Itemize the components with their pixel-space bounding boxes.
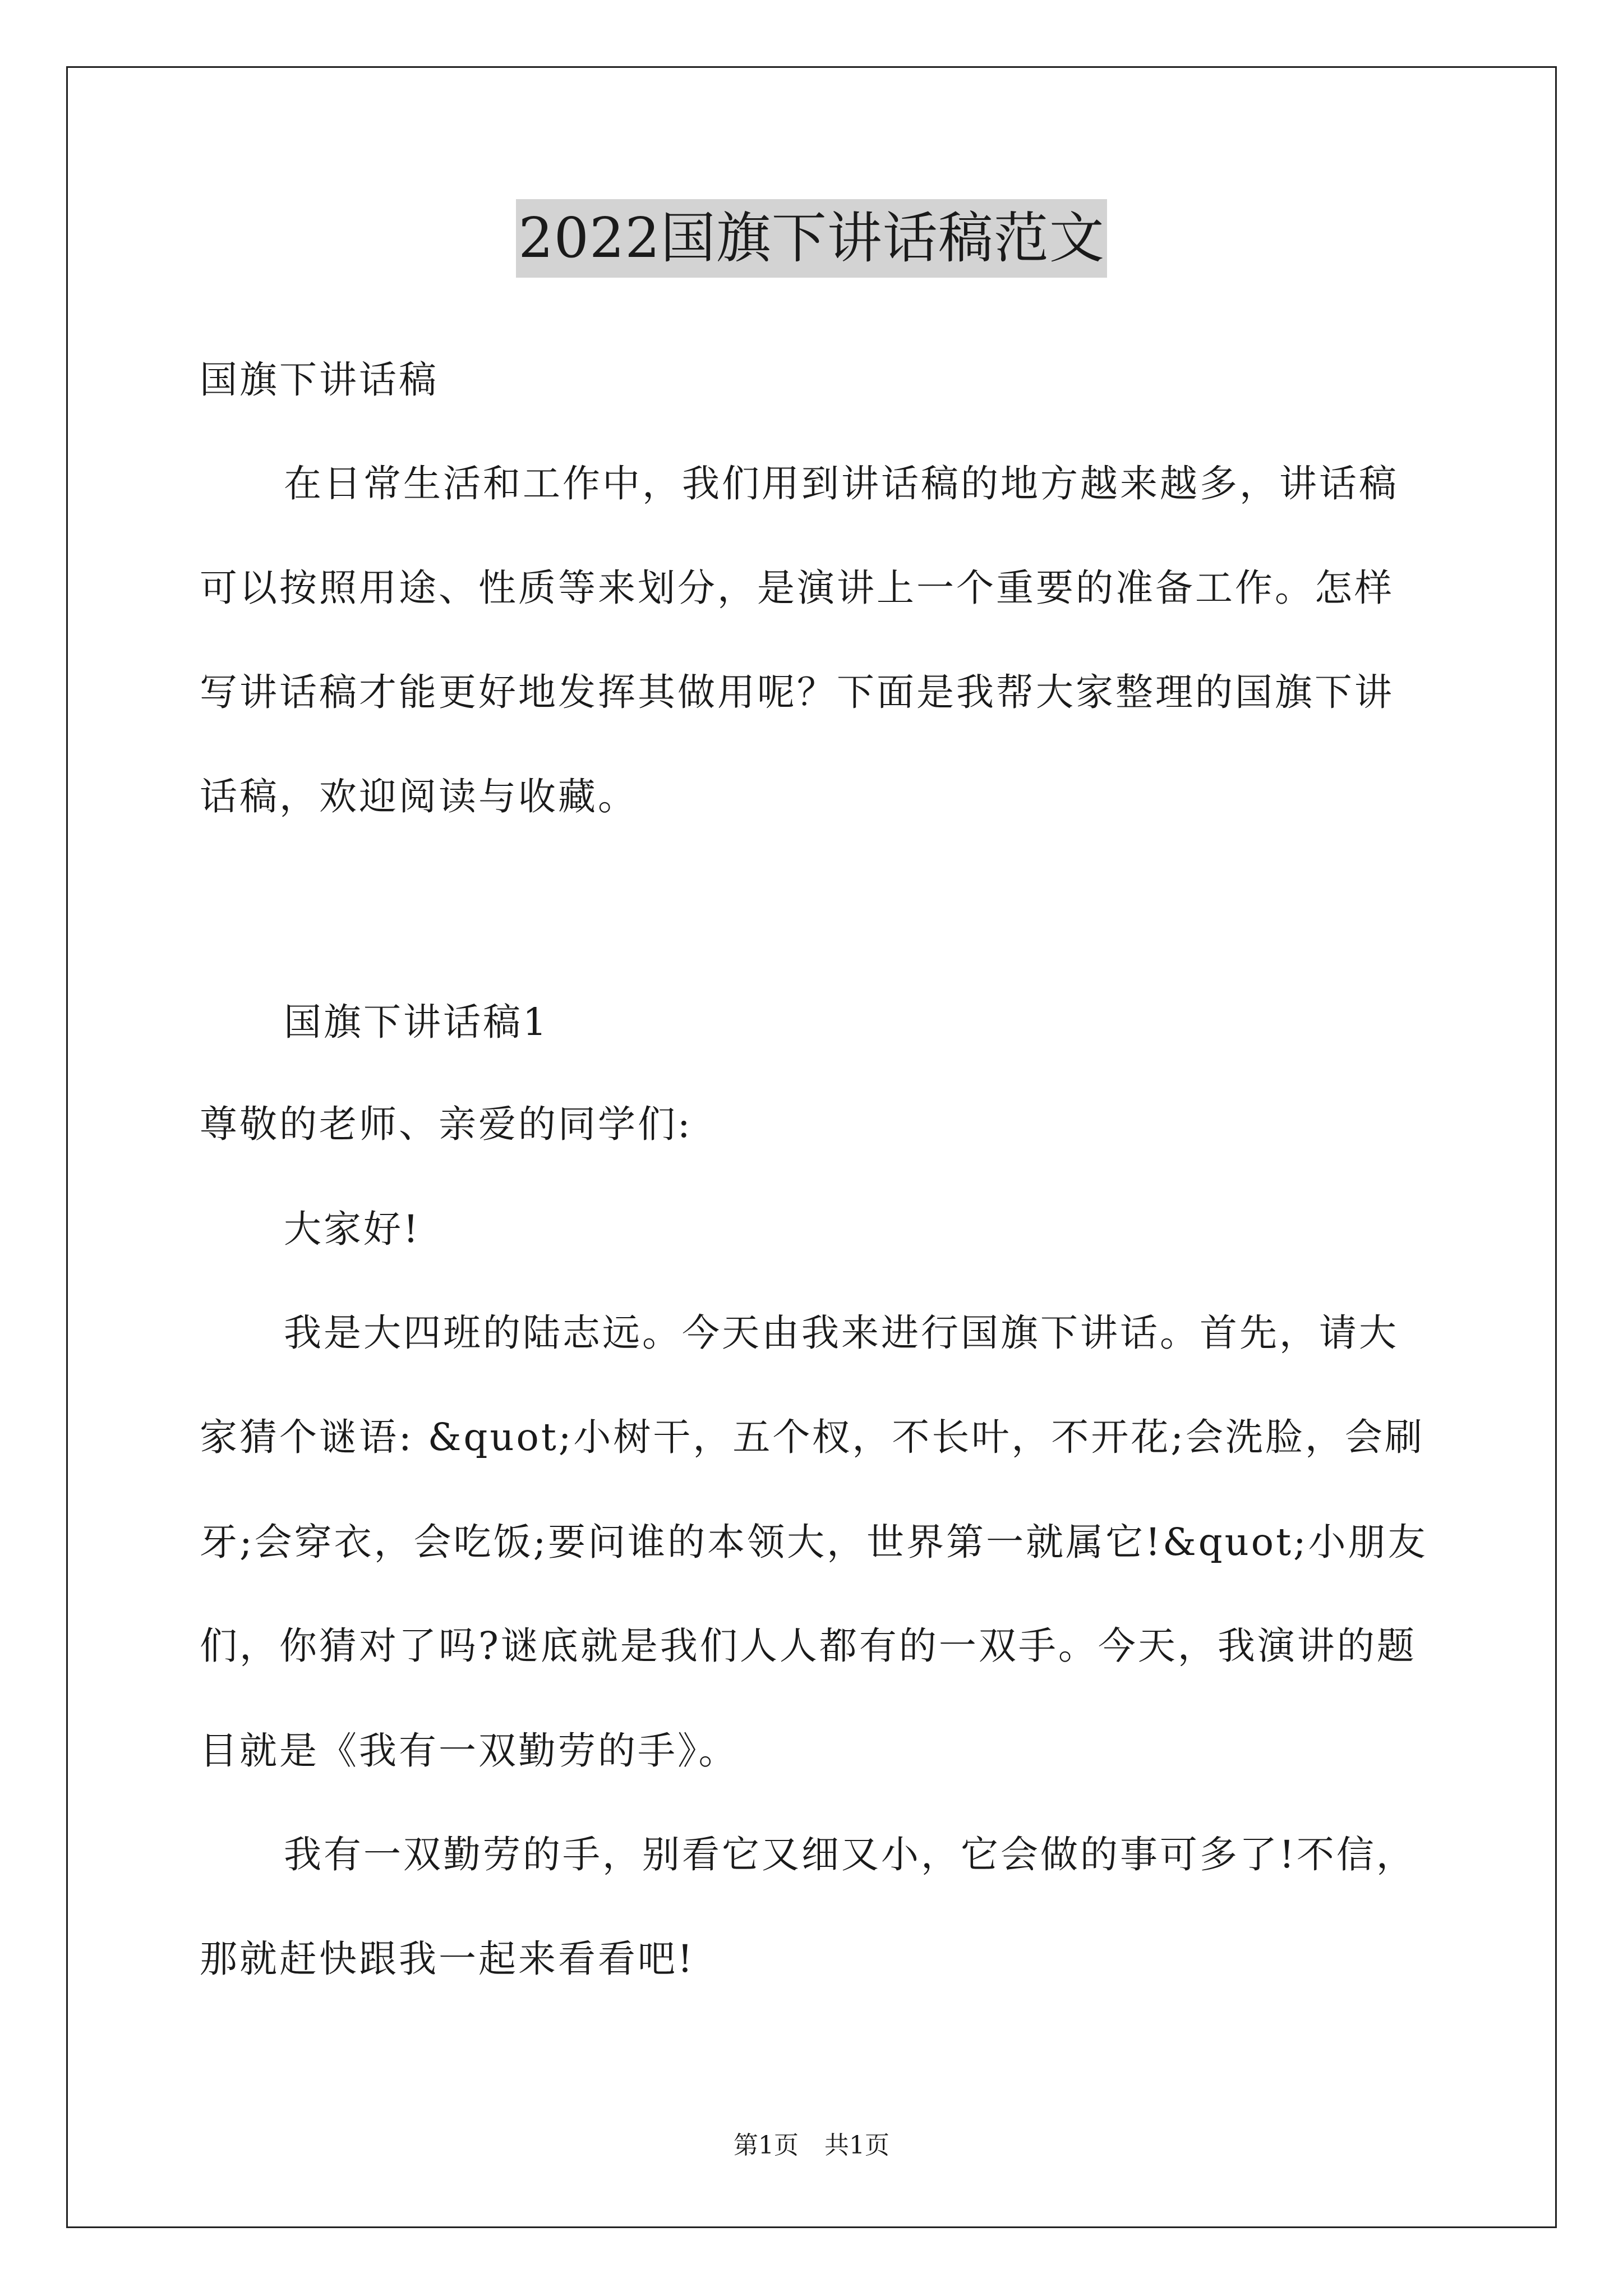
paragraph-line: 写讲话稿才能更好地发挥其做用呢？下面是我帮大家整理的国旗下讲: [200, 670, 1394, 714]
page-footer: [0, 2129, 1623, 2162]
paragraph-line: 话稿，欢迎阅读与收藏。: [200, 775, 638, 818]
paragraph-line: 可以按照用途、性质等来划分，是演讲上一个重要的准备工作。怎样: [200, 566, 1394, 610]
paragraph-line: 我是大四班的陆志远。今天由我来进行国旗下讲话。首先，请大: [284, 1311, 1399, 1355]
section-heading: 国旗下讲话稿: [200, 358, 439, 402]
paragraph-line: 家猜个谜语: &quot;小树干，五个杈，不长叶，不开花;会洗脸，会刷: [200, 1415, 1424, 1459]
title-container: [0, 199, 1623, 278]
page-total: 共1页: [824, 2131, 889, 2160]
paragraph-line: 们，你猜对了吗?谜底就是我们人人都有的一双手。今天，我演讲的题: [200, 1624, 1417, 1668]
paragraph-line: 牙;会穿衣，会吃饭;要问谁的本领大，世界第一就属它!&quot;小朋友: [200, 1520, 1428, 1564]
subsection-heading: 国旗下讲话稿1: [284, 1000, 549, 1044]
paragraph-line: 那就赶快跟我一起来看看吧!: [200, 1937, 695, 1981]
paragraph-line: 目就是《我有一双勤劳的手》。: [200, 1729, 739, 1773]
paragraph-line: 我有一双勤劳的手，别看它又细又小，它会做的事可多了!不信，: [284, 1833, 1416, 1876]
salutation: 尊敬的老师、亲爱的同学们:: [200, 1102, 693, 1146]
page-number: 第1页: [734, 2131, 799, 2160]
greeting: 大家好!: [284, 1207, 421, 1251]
document-title: 2022国旗下讲话稿范文: [516, 199, 1106, 278]
paragraph-line: 在日常生活和工作中，我们用到讲话稿的地方越来越多，讲话稿: [284, 462, 1399, 505]
